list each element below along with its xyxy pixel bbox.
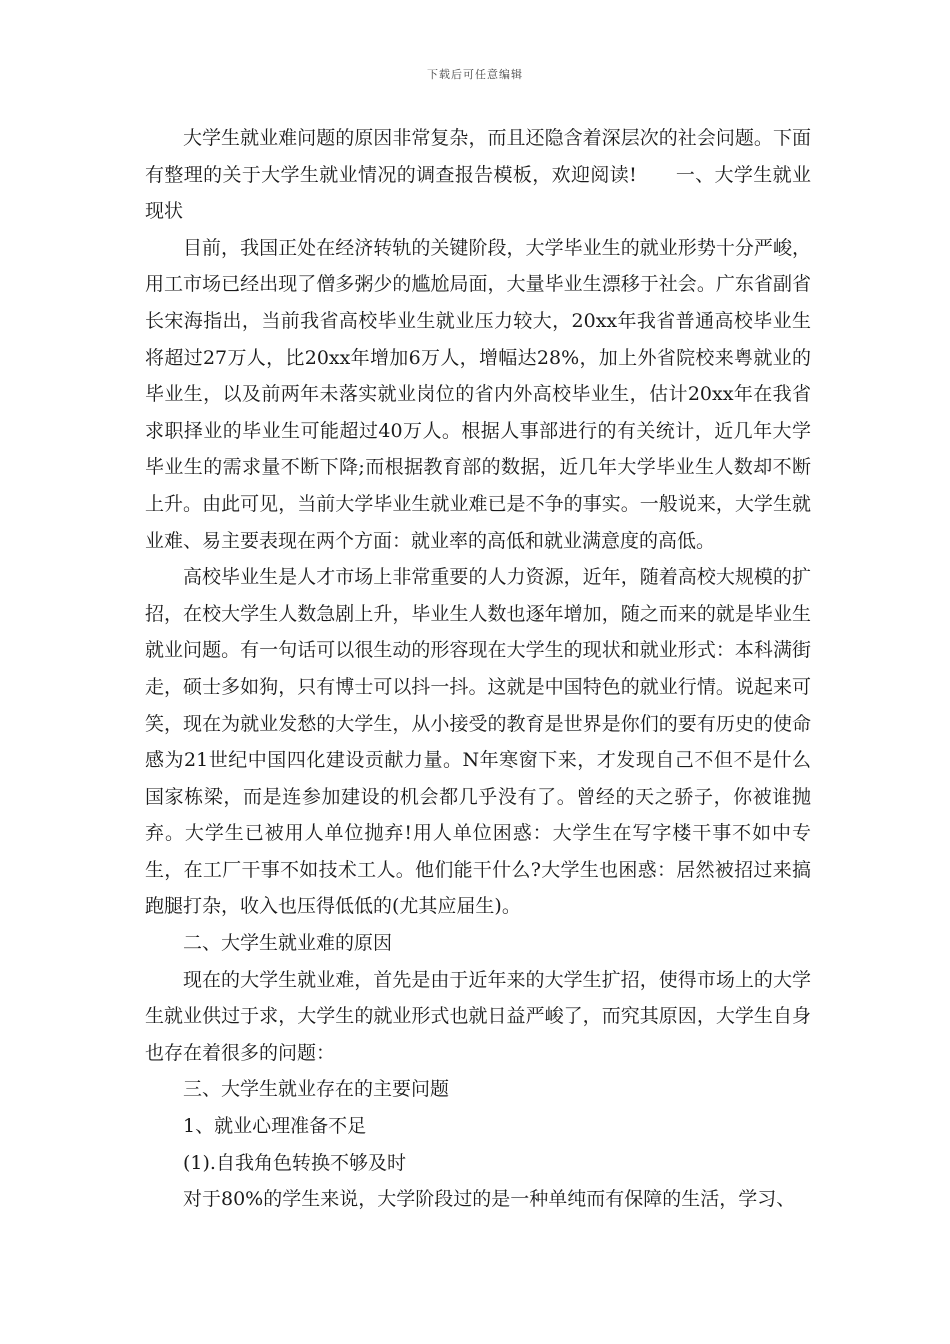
talent-market-paragraph: 高校毕业生是人才市场上非常重要的人力资源，近年，随着高校大规模的扩招，在校大学生人数急剧上升，毕业生人数也逐年增加，随之而来的就是毕业生就业问题。有一句话可以很生动的形容现在大学生的现状和就业形式：本科满街走，硕士多如狗，只有博士可以抖一抖。这就是中国特色的就业行情。说起来可笑，现在为就业发愁的大学生，从小接受的教育是世界是你们的要有历史的使命感为21世纪中国四化建设贡献力量。N年寒窗下来，才发现自己不但不是什么国家栋梁，而是连参加建设的机会都几乎没有了。曾经的天之骄子，你被谁抛弃。大学生已被用人单位抛弃!用人单位困惑：大学生在写字楼干事不如中专生，在工厂干事不如技术工人。他们能干什么?大学生也困惑：居然被招过来搞跑腿打杂，收入也压得低低的(尤其应届生)。	[145, 566, 811, 918]
role-transition-paragraph: 对于80%的学生来说，大学阶段过的是一种单纯而有保障的生活，学习、	[183, 1188, 796, 1211]
document-body	[145, 120, 811, 1218]
intro-paragraph: 大学生就业难问题的原因非常复杂，而且还隐含着深层次的社会问题。下面有整理的关于大学生就业情况的调查报告模板，欢迎阅读! 一、大学生就业现状	[145, 127, 811, 223]
causes-paragraph: 现在的大学生就业难，首先是由于近年来的大学生扩招，使得市场上的大学生就业供过于求，大学生的就业形式也就日益严峻了，而究其原因，大学生自身也存在着很多的问题：	[145, 968, 811, 1064]
section-heading-causes: 二、大学生就业难的原因	[183, 932, 393, 955]
subheading-psychological-preparation: 1、就业心理准备不足	[183, 1115, 367, 1138]
subheading-role-transition: (1).自我角色转换不够及时	[183, 1151, 406, 1174]
page-header-note: 下载后可任意编辑	[427, 68, 523, 81]
employment-status-paragraph: 目前，我国正处在经济转轨的关键阶段，大学毕业生的就业形势十分严峻，用工市场已经出现了僧多粥少的尴尬局面，大量毕业生漂移于社会。广东省副省长宋海指出，当前我省高校毕业生就业压力较大，20xx年我省普通高校毕业生将超过27万人，比20xx年增加6万人，增幅达28%，加上外省院校来粤就业的毕业生，以及前两年未落实就业岗位的省内外高校毕业生，估计20xx年在我省求职择业的毕业生可能超过40万人。根据人事部进行的有关统计，近几年大学毕业生的需求量不断下降;而根据教育部的数据，近几年大学毕业生人数却不断上升。由此可见，当前大学毕业生就业难已是不争的事实。一般说来，大学生就业难、易主要表现在两个方面：就业率的高低和就业满意度的高低。	[145, 236, 811, 552]
section-heading-main-problems: 三、大学生就业存在的主要问题	[183, 1078, 450, 1101]
